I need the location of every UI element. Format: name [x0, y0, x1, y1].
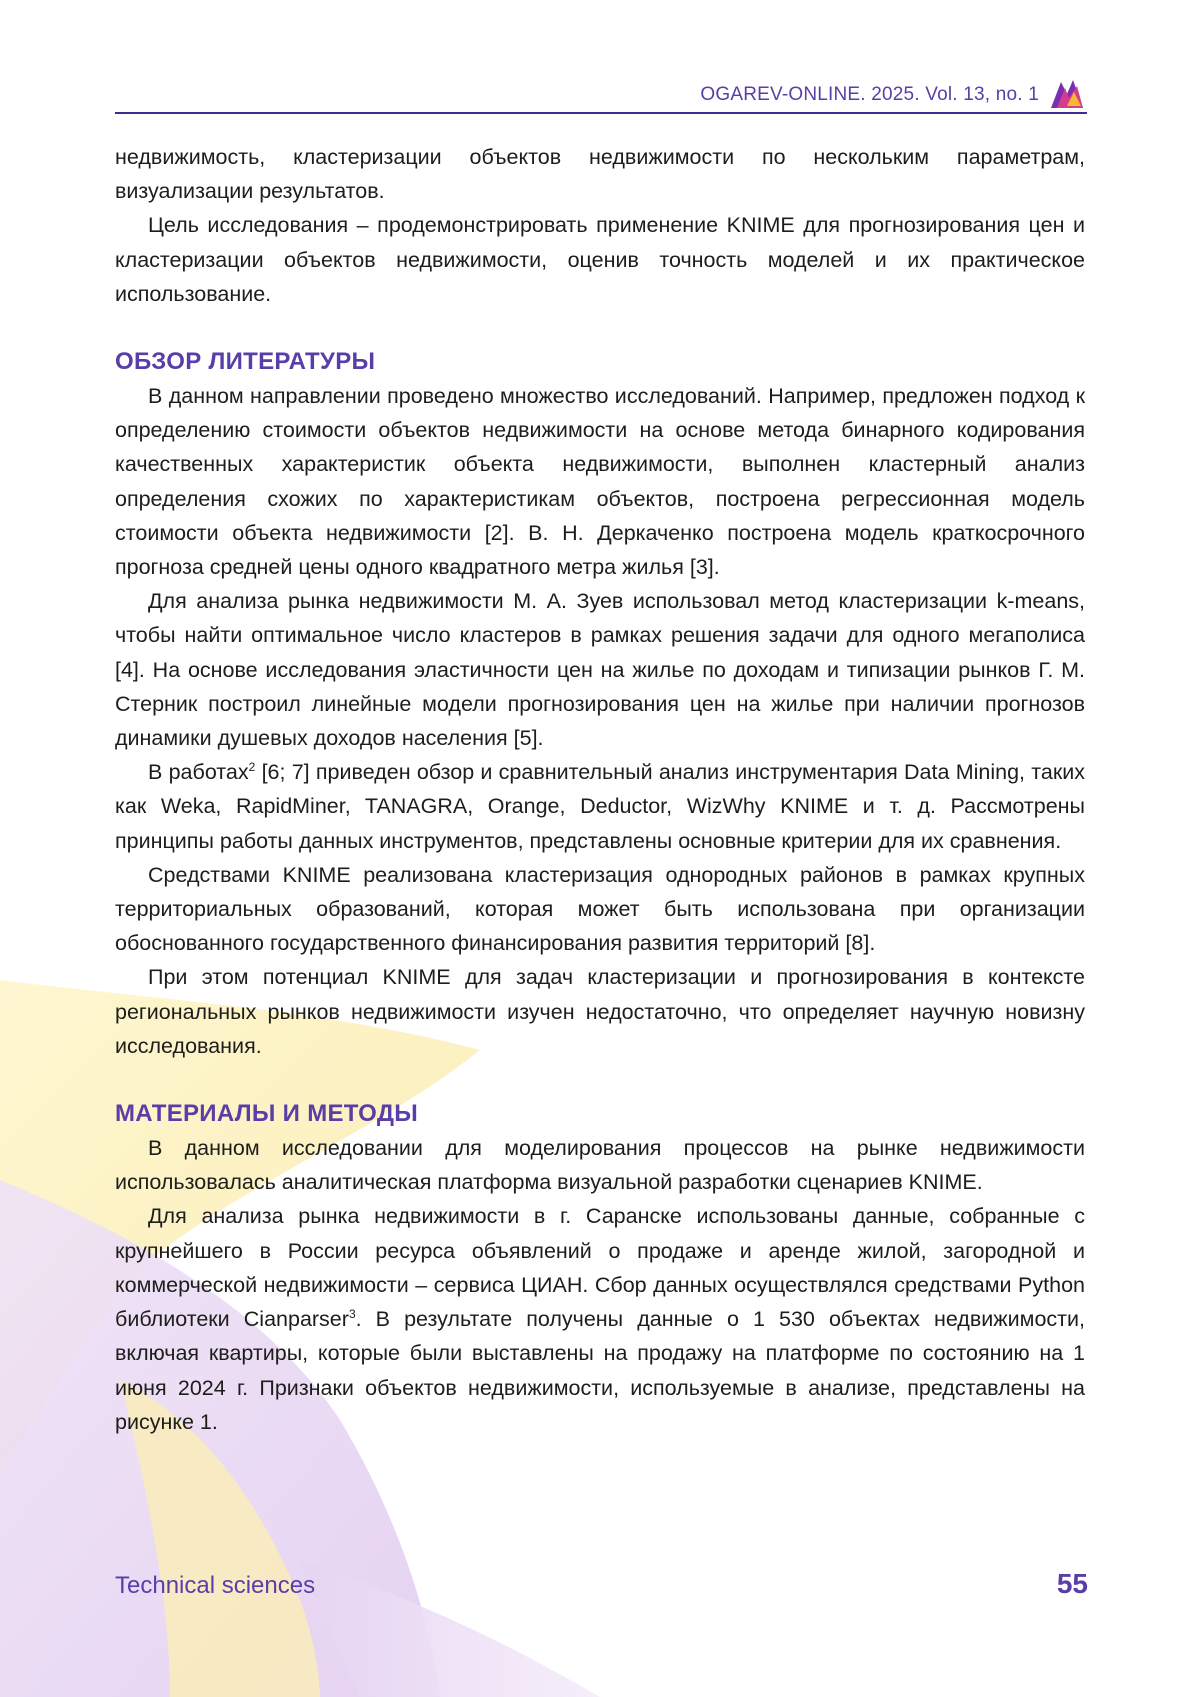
paragraph-review-4: Средствами KNIME реализована кластеризация однородных районов в рамках крупных территориальных образований, которая может быть использована при организации обоснованного государственного финансирования развития территорий [8].	[115, 858, 1085, 961]
section-gap	[115, 311, 1085, 345]
paragraph-review-2: Для анализа рынка недвижимости М. А. Зуев использовал метод кластеризации k-means, чтобы найти оптимальное число кластеров в рамках решения задачи для одного мегаполиса [4]. На основе исследования эластичности цен на жилье по доходам и типизации рынков Г. М. Стерник построил линейные модели прогнозирования цен на жилье при наличии прогнозов динамики душевых доходов населения [5].	[115, 584, 1085, 755]
heading-materials-methods: МАТЕРИАЛЫ И МЕТОДЫ	[115, 1097, 1085, 1131]
paragraph-goal: Цель исследования – продемонстрировать применение KNIME для прогнозирования цен и кластеризации объектов недвижимости, оценив точность моделей и их практическое использование.	[115, 208, 1085, 311]
methods-2-rest: . В результате получены данные о 1 530 объектах недвижимости, включая квартиры, которые были выставлены на продажу на платформе по состоянию на 1 июня 2024 г. Признаки объектов недвижимости, используемые в анализе, представлены на рисунке 1.	[115, 1307, 1085, 1434]
methods-2-start: Для анализа рынка недвижимости в г. Саранске использованы данные, собранные с крупнейшего в России ресурса объявлений о продаже и аренде жилой, загородной и коммерческой недвижимости – сервиса ЦИАН. Сбор данных осуществлялся средствами Python библиотеки Cianparser	[115, 1204, 1085, 1331]
journal-logo-icon	[1047, 76, 1087, 110]
page-header	[115, 80, 1087, 114]
paragraph-review-1: В данном направлении проведено множество исследований. Например, предложен подход к определению стоимости объектов недвижимости на основе метода бинарного кодирования качественных характеристик объекта недвижимости, выполнен кластерный анализ определения схожих по характеристикам объектов, построена регрессионная модель стоимости объекта недвижимости [2]. В. Н. Деркаченко построена модель краткосрочного прогноза средней цены одного квадратного метра жилья [3].	[115, 379, 1085, 584]
section-gap	[115, 1063, 1085, 1097]
heading-literature-review: ОБЗОР ЛИТЕРАТУРЫ	[115, 345, 1085, 379]
paragraph-methods-2	[115, 1199, 1085, 1438]
paragraph-intro-continued: недвижимость, кластеризации объектов недвижимости по нескольким параметрам, визуализации результатов.	[115, 140, 1085, 208]
paragraph-review-5: При этом потенциал KNIME для задач кластеризации и прогнозирования в контексте региональных рынков недвижимости изучен недостаточно, что определяет научную новизну исследования.	[115, 960, 1085, 1063]
journal-header-title: OGAREV-ONLINE. 2025. Vol. 13, no. 1	[700, 84, 1039, 106]
review-3-start: В работах	[148, 760, 249, 784]
article-body	[115, 140, 1085, 1439]
footer-section-name: Technical sciences	[115, 1572, 315, 1600]
footnote-marker-2: 2	[249, 760, 256, 774]
review-3-rest: [6; 7] приведен обзор и сравнительный анализ инструментария Data Mining, таких как Weka, RapidMiner, TANAGRA, Orange, Deductor, WizWhy KNIME и т. д. Рассмотрены принципы работы данных инструментов, представлены основные критерии для их сравнения.	[115, 760, 1085, 852]
footnote-marker-3: 3	[349, 1307, 356, 1321]
paragraph-review-3	[115, 755, 1085, 858]
paragraph-methods-1: В данном исследовании для моделирования процессов на рынке недвижимости использовалась аналитическая платформа визуальной разработки сценариев KNIME.	[115, 1131, 1085, 1199]
page-number: 55	[1057, 1568, 1088, 1600]
